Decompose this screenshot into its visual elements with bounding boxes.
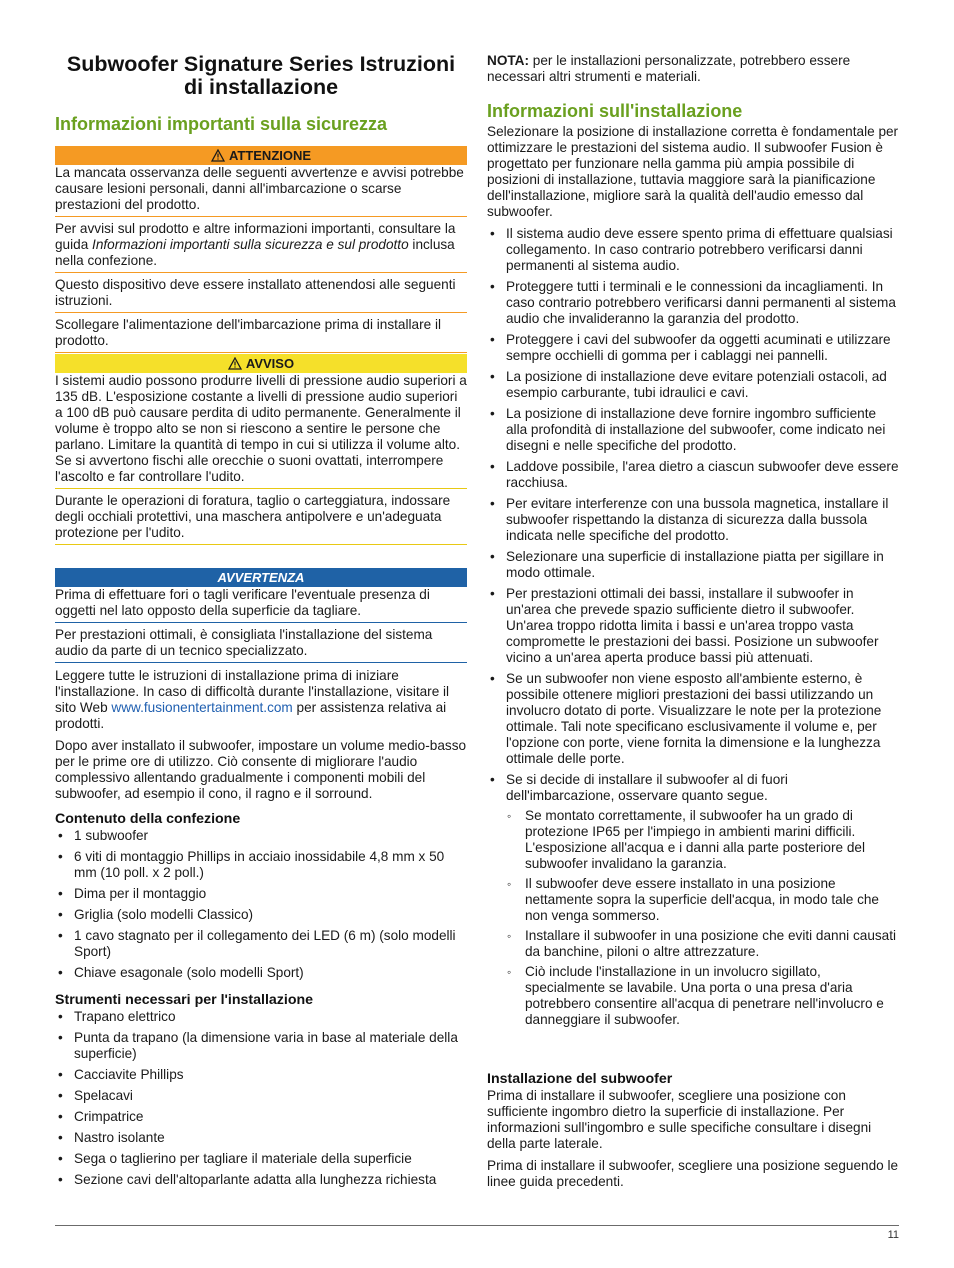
attenzione-guide-para [55,221,467,273]
list-item: • Punta da trapano (la dimensione varia in base al materiale della superficie) [55,1030,467,1062]
intro-text-pre: Leggere tutte le istruzioni di installazione prima di iniziare l'installazione. In caso di difficoltà durante l'installazione, visitare il sito Web [55,668,450,715]
attenzione-label: ATTENZIONE [228,148,312,163]
install-info-body [487,124,899,1033]
note-label: NOTA: [487,53,530,68]
list-item: • Il sistema audio deve essere spento prima di effettuare qualsiasi collegamento. In caso contrario potrebbero verificarsi danni permanenti al sistema audio. [487,226,899,274]
list-item: • La posizione di installazione deve evitare potenziali ostacoli, ad esempio carburante, tubi idraulici e cavi. [487,369,899,401]
tools-section [55,992,467,1193]
outside-install-text: Se si decide di installare il subwoofer al di fuori dell'imbarcazione, osservare quanto segue. [506,772,788,803]
package-heading: Contenuto della confezione [55,811,241,827]
sub-list-item: ◦ Se montato correttamente, il subwoofer ha un grado di protezione IP65 per l'impiego in ambienti marini difficili. L'esposizione all'acqua e i danni alla parte posteriore del subwoofer invalidano la garanzia. [506,808,899,872]
sub-install-para-1: Prima di installare il subwoofer, scegliere una posizione con sufficiente ingombro dietro la superficie di installazione. Per informazioni sull'ingombro e sulle specifiche consultare i disegni della parte laterale. [487,1088,872,1151]
sub-install-heading: Installazione del subwoofer [487,1071,673,1087]
list-item: • Per evitare interferenze con una bussola magnetica, installare il subwoofer rispettando la distanza di sicurezza dalla bussola indicata nelle specifiche del prodotto. [487,496,899,544]
sub-list-item: ◦ Installare il subwoofer in una posizione che eviti danni causati da banchine, piloni o altre attrezzature. [506,928,899,960]
note-text: per le installazioni personalizzate, potrebbero essere necessari altri strumenti e materiali. [487,53,851,84]
list-item-outside [487,772,899,1028]
list-item: • Sega o taglierino per tagliare il materiale della superficie [55,1151,467,1167]
attenzione-para-1: La mancata osservanza delle seguenti avvertenze e avvisi potrebbe causare lesioni personali, danni all'imbarcazione o scarse prestazioni del prodotto. [55,165,467,217]
avvertenza-para-2: Per prestazioni ottimali, è consigliata l'installazione del sistema audio da parte di un tecnico specializzato. [55,627,467,663]
list-item: • 1 cavo stagnato per il collegamento dei LED (6 m) (solo modelli Sport) [55,928,467,960]
list-item: • Per prestazioni ottimali dei bassi, installare il subwoofer in un'area che prevede spazio sufficiente dietro il subwoofer. Un'area troppo ridotta limita i bassi e un'area troppo vasta compromette le prestazioni dei bassi. Posizione un subwoofer vicino a un'area aperta produce bassi più attenuati. [487,586,899,666]
avviso-label: AVVISO [245,356,295,371]
list-item: • Selezionare una superficie di installazione piatta per sigillare in modo ottimale. [487,549,899,581]
tools-list [55,1009,467,1188]
avviso-para-2: Durante le operazioni di foratura, taglio o carteggiatura, indossare degli occhiali protettivi, una maschera antipolvere e un'adeguata protezione per l'udito. [55,493,467,545]
list-item: • Griglia (solo modelli Classico) [55,907,467,923]
attenzione-bar [55,146,467,165]
safety-heading: Informazioni importanti sulla sicurezza [55,114,388,134]
avvertenza-block [55,568,467,667]
list-item: • Chiave esagonale (solo modelli Sport) [55,965,467,981]
warning-triangle-icon [228,357,242,370]
attenzione-para-3: Scollegare l'alimentazione dell'imbarcazione prima di installare il prodotto. [55,317,467,353]
list-item: • Nastro isolante [55,1130,467,1146]
page-title: Subwoofer Signature Series Istruzioni di installazione [66,52,456,99]
sub-list-item: ◦ Ciò include l'installazione in un involucro sigillato, specialmente se lavabile. Una porta o una presa d'aria potrebbero consentire all'acqua di penetrare nell'involucro e danneggiare il subwoofer. [506,964,899,1028]
avviso-bar [55,354,467,373]
list-item: • Sezione cavi dell'altoparlante adatta alla lunghezza richiesta [55,1172,467,1188]
guide-title: Informazioni importanti sulla sicurezza e sul prodotto [92,237,409,252]
list-item: • Proteggere tutti i terminali e le connessioni da incagliamenti. In caso contrario potrebbero verificarsi danni permanenti al sistema audio che invalideranno la garanzia del prodotto. [487,279,899,327]
intro-para-1 [55,668,467,732]
avvertenza-bar: AVVERTENZA [55,568,467,587]
install-info-intro: Selezionare la posizione di installazione corretta è fondamentale per ottimizzare le prestazioni del sistema audio. Il subwoofer Fusion è progettato per funzionare nella gamma più ampia possibile di posizioni di installazione, tuttavia maggiore sarà la pianificazione dell'installazione, migliore sarà la qualità dell'audio emesso dal subwoofer. [487,124,899,219]
avviso-para-1: I sistemi audio possono produrre livelli di pressione audio superiori a 135 dB. L'esposizione costante a livelli di pressione audio superiori a 100 dB può causare perdita di udito permanente. Generalmente il volume è troppo alto se non si riescono a sentire le persone che parlano. Limitare la quantità di tempo in cui si utilizza il volume alto. Se si avvertono fischi alle orecchie o suoni ovattati, interrompere l'ascolto e far controllare l'udito. [55,373,467,489]
intro-text-post: per assistenza relativa ai prodotti. [55,700,447,731]
list-item: • Spelacavi [55,1088,467,1104]
list-item: • Laddove possibile, l'area dietro a ciascun subwoofer deve essere racchiusa. [487,459,899,491]
page-number: 11 [887,1229,899,1241]
list-item: • Dima per il montaggio [55,886,467,902]
list-item: • Proteggere i cavi del subwoofer da oggetti acuminati e utilizzare sempre occhielli di gomma per i cablaggi nei pannelli. [487,332,899,364]
sub-install-para-2: Prima di installare il subwoofer, scegliere una posizione seguendo le linee guida precedenti. [487,1158,899,1189]
sub-list-item: ◦ Il subwoofer deve essere installato in una posizione nettamente sopra la superficie dell'acqua, in modo tale che non venga sommerso. [506,876,899,924]
package-section [55,811,467,986]
list-item: • Se un subwoofer non viene esposto all'ambiente esterno, è possibile ottenere migliori prestazioni dei bassi utilizzando un involucro dotato di porte. Visualizzare le note per la protezione ottimale. Tali note specificano esclusivamente il volume e, per l'opzione con porte, viene fornita la dimensione e la lunghezza ottimale delle porte. [487,671,899,767]
avviso-block [55,354,467,549]
guide-text-post: inclusa nella confezione. [55,237,455,268]
list-item: • Trapano elettrico [55,1009,467,1025]
intro-block [55,668,467,802]
avvertenza-para-1: Prima di effettuare fori o tagli verificare l'eventuale presenza di oggetti nel lato opposto della superficie da tagliare. [55,587,467,623]
list-item: • Cacciavite Phillips [55,1067,467,1083]
attenzione-para-2: Questo dispositivo deve essere installato attenendosi alle seguenti istruzioni. [55,277,467,313]
install-info-heading: Informazioni sull'installazione [487,101,743,121]
list-item: • Crimpatrice [55,1109,467,1125]
list-item: • 1 subwoofer [55,828,467,844]
warning-triangle-icon [211,149,225,162]
package-list [55,828,467,981]
tools-heading: Strumenti necessari per l'installazione [55,992,314,1008]
note-para [487,53,899,85]
list-item: • 6 viti di montaggio Phillips in acciaio inossidabile 4,8 mm x 50 mm (10 poll. x 2 poll.) [55,849,467,881]
sub-install-section [487,1071,899,1190]
intro-para-2: Dopo aver installato il subwoofer, impostare un volume medio-basso per le prime ore di utilizzo. Ciò consente di migliorare l'audio complessivo allentando gradualmente i componenti mobili del subwoofer, ad esempio il cono, il ragno e il sorround. [55,738,467,801]
footer-divider [55,1225,899,1226]
install-guidelines-list [487,226,899,1028]
attenzione-block [55,146,467,357]
guide-text-pre: Per avvisi sul prodotto e altre informazioni importanti, consultare la guida [55,221,456,252]
list-item: • La posizione di installazione deve fornire ingombro sufficiente alla profondità di installazione del subwoofer, come indicato nei disegni e nelle specifiche del prodotto. [487,406,899,454]
outside-install-sublist [506,808,899,1028]
fusion-website-link[interactable]: www.fusionentertainment.com [111,700,293,715]
